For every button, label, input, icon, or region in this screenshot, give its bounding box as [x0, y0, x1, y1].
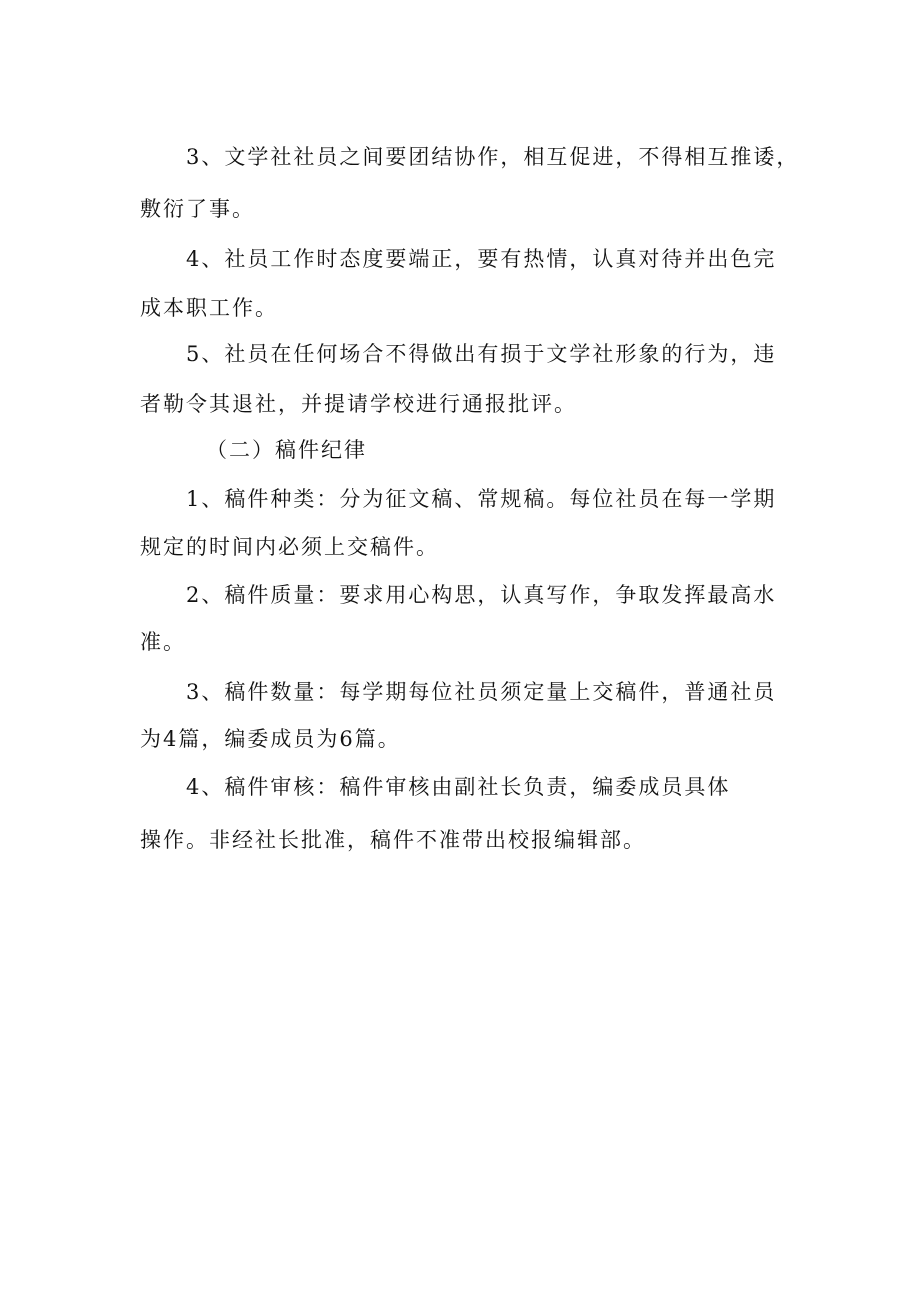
- paragraph-4-line-2: 成本职工作。: [140, 296, 278, 320]
- paragraph-5-line-1: 5、社员在任何场合不得做出有损于文学社形象的行为，违: [186, 342, 777, 366]
- item-2-line-2: 准。: [140, 630, 186, 654]
- paragraph-3-line-2: 敷衍了事。: [140, 197, 255, 221]
- item-3-line-2: 为4篇，编委成员为6篇。: [140, 727, 401, 751]
- item-2-line-1: 2、稿件质量：要求用心构思，认真写作，争取发挥最高水: [186, 583, 777, 607]
- item-3-line-1: 3、稿件数量：每学期每位社员须定量上交稿件，普通社员: [186, 680, 777, 704]
- item-1-line-1: 1、稿件种类：分为征文稿、常规稿。每位社员在每一学期: [186, 487, 777, 511]
- item-1-line-2: 规定的时间内必须上交稿件。: [140, 535, 439, 559]
- section-heading: （二）稿件纪律: [206, 438, 367, 462]
- paragraph-5-line-2: 者勒令其退社，并提请学校进行通报批评。: [140, 392, 577, 416]
- paragraph-3-line-1: 3、文学社社员之间要团结协作，相互促进，不得相互推诿，: [186, 145, 800, 169]
- item-4-line-1: 4、稿件审核：稿件审核由副社长负责，编委成员具体: [186, 775, 731, 799]
- paragraph-4-line-1: 4、社员工作时态度要端正，要有热情，认真对待并出色完: [186, 247, 777, 271]
- item-4-line-2: 操作。非经社长批准，稿件不准带出校报编辑部。: [140, 828, 646, 852]
